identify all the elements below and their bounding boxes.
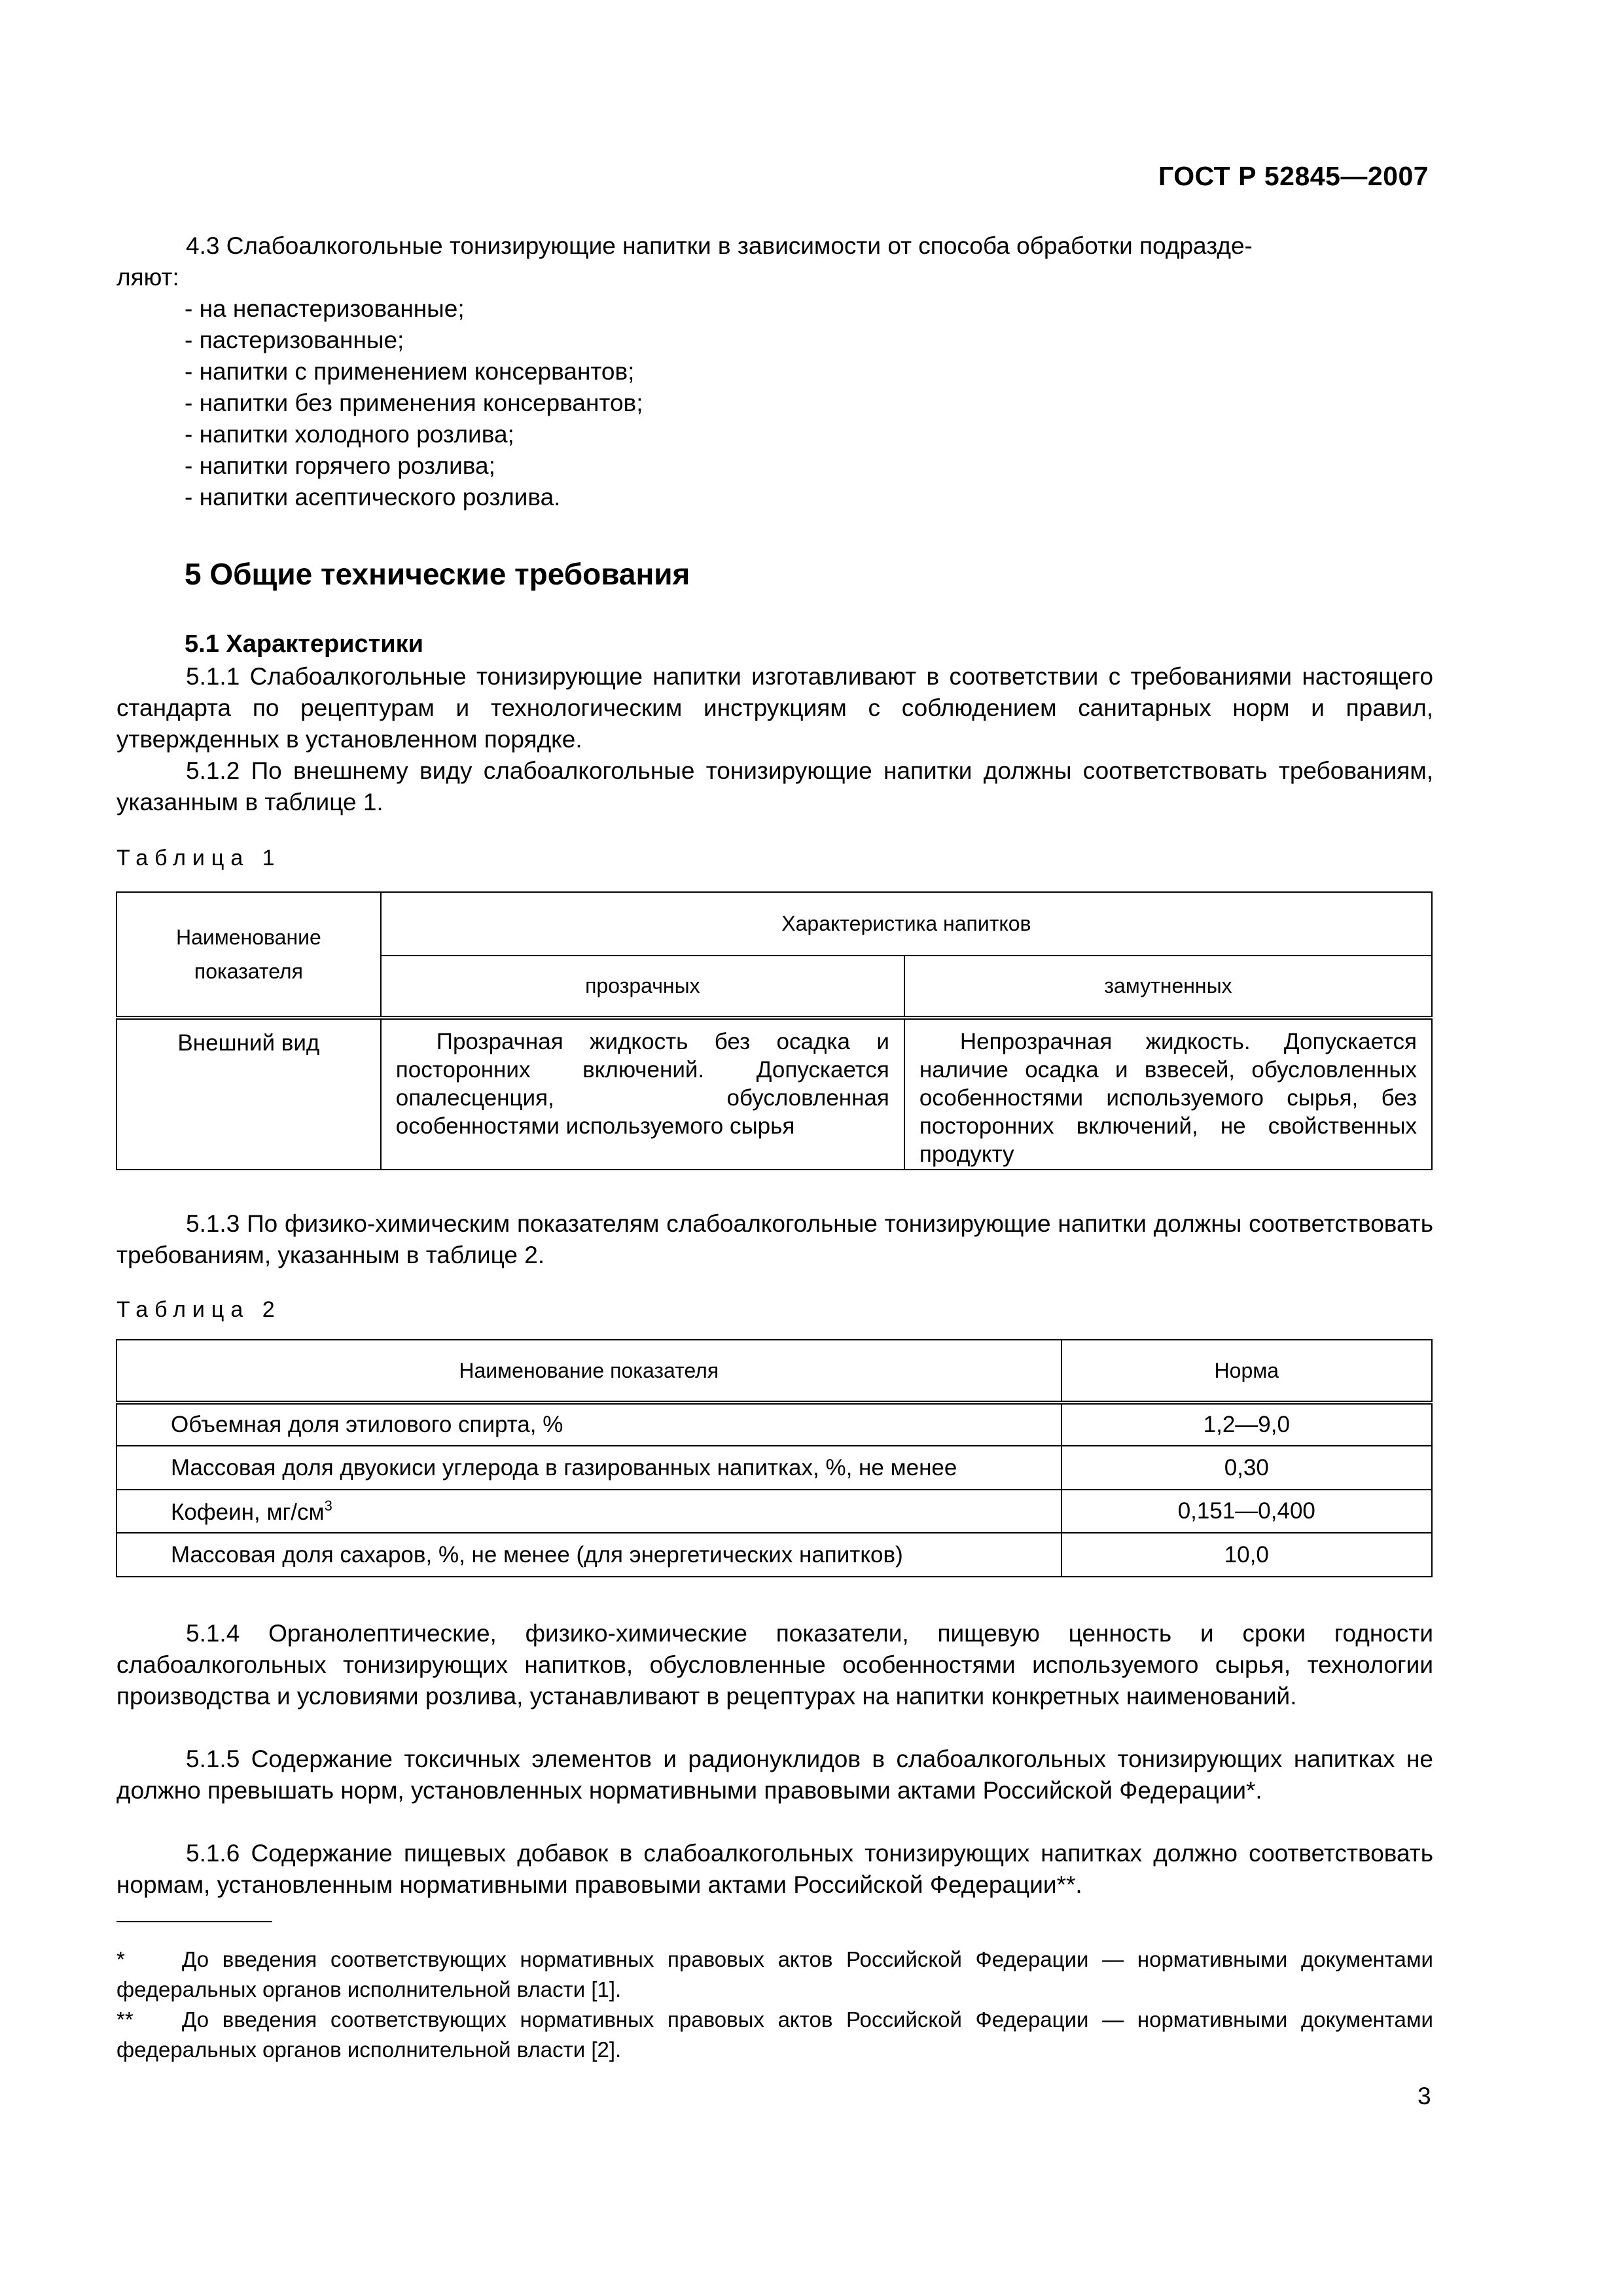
list-item: - напитки горячего розлива; (185, 452, 495, 479)
table-cell-value: 10,0 (1061, 1533, 1432, 1577)
cell-text: Кофеин, мг/см (171, 1499, 325, 1525)
paragraph-text: 5.1.6 Содержание пищевых добавок в слабоалкогольных тонизирующих напитках должно соответствовать нормам, установленным нормативными правовыми актами Российской Федерации**. (116, 1840, 1433, 1898)
table-caption: Таблица 2 (116, 1297, 281, 1322)
paragraph-4-3 (116, 230, 1433, 262)
table-header-name: Наименование показателя (116, 1340, 1061, 1403)
paragraph-text: 5.1.1 Слабоалкогольные тонизирующие напитки изготавливают в соответствии с требованиями настоящего стандарта по рецептурам и технологическим инструкциям с соблюдением санитарных норм и правил, утвержденных в установленном порядке. (116, 663, 1433, 753)
table-cell-name (116, 1490, 1061, 1533)
table-cell-clear (381, 1018, 904, 1170)
list-item: - напитки с применением консервантов; (185, 358, 635, 385)
table-cell-turbid (904, 1018, 1432, 1170)
table-header-group: Характеристика напитков (381, 892, 1432, 956)
footnote-2 (116, 2005, 1433, 2065)
paragraph-text: 5.1.2 По внешнему виду слабоалкогольные тонизирующие напитки должны соответствовать требованиям, указанным в таблице 1. (116, 757, 1433, 816)
subsection-heading: 5.1 Характеристики (185, 630, 424, 658)
superscript: 3 (324, 1497, 332, 1514)
list-item: - на непастеризованные; (185, 295, 465, 322)
list-item: - напитки асептического розлива. (185, 484, 561, 511)
paragraph-4-3-line1: 4.3 Слабоалкогольные тонизирующие напитки в зависимости от способа обработки подразде- (186, 232, 1253, 259)
table-row (116, 1018, 1432, 1170)
document-code: ГОСТ Р 52845—2007 (1158, 161, 1429, 191)
table-row (116, 1403, 1432, 1446)
table-header-name: Наименование показателя (116, 892, 381, 1018)
section-heading: 5 Общие технические требования (185, 557, 690, 591)
paragraph-text: 5.1.5 Содержание токсичных элементов и радионуклидов в слабоалкогольных тонизирующих напитках не должно превышать норм, установленных нормативными правовыми актами Российской Федерации*. (116, 1746, 1433, 1804)
table-cell-name: Массовая доля двуокиси углерода в газированных напитках, %, не менее (116, 1446, 1061, 1490)
footnote-text: До введения соответствующих нормативных правовых актов Российской Федерации — нормативными документами федеральных органов исполнительной власти [2]. (116, 2007, 1433, 2062)
table-header-norm: Норма (1061, 1340, 1432, 1403)
footnote-mark: * (116, 1947, 125, 1971)
table-row (116, 1490, 1432, 1533)
paragraph-text: 5.1.3 По физико-химическим показателям слабоалкогольные тонизирующие напитки должны соответствовать требованиям, указанным в таблице 2. (116, 1210, 1433, 1268)
paragraph-5-1-3 (116, 1208, 1433, 1271)
table-cell-name: Внешний вид (116, 1018, 381, 1170)
table-cell-value: 1,2—9,0 (1061, 1403, 1432, 1446)
paragraph-5-1-4 (116, 1618, 1433, 1712)
cell-text: Прозрачная жидкость без осадка и посторонних включений. Допускается опалесценция, обусловленная особенностями используемого сырья (395, 1029, 889, 1139)
footnote-text: До введения соответствующих нормативных правовых актов Российской Федерации — нормативными документами федеральных органов исполнительной власти [1]. (116, 1947, 1433, 2001)
table-cell-value: 0,30 (1061, 1446, 1432, 1490)
list-item: - напитки без применения консервантов; (185, 389, 643, 416)
list-item: - напитки холодного розлива; (185, 421, 514, 448)
table-row (116, 1446, 1432, 1490)
table-1 (116, 891, 1433, 1170)
table-cell-value: 0,151—0,400 (1061, 1490, 1432, 1533)
paragraph-text: 5.1.4 Органолептические, физико-химические показатели, пищевую ценность и сроки годности слабоалкогольных тонизирующих напитков, обусловленные особенностями используемого сырья, технологии производства и условиями розлива, устанавливают в рецептурах на напитки конкретных наименований. (116, 1620, 1433, 1710)
paragraph-5-1-1 (116, 661, 1433, 755)
table-cell-name: Объемная доля этилового спирта, % (116, 1403, 1061, 1446)
footnote-divider (116, 1921, 272, 1922)
paragraph-4-3-line2: ляют: (116, 264, 179, 291)
paragraph-5-1-6 (116, 1838, 1433, 1901)
paragraph-5-1-2 (116, 755, 1433, 818)
list-item: - пастеризованные; (185, 327, 404, 353)
table-subheader: прозрачных (381, 956, 904, 1018)
cell-text: Непрозрачная жидкость. Допускается наличие осадка и взвесей, обусловленных особенностями используемого сырья, без посторонних включений, не свойственных продукту (919, 1029, 1417, 1167)
table-subheader: замутненных (904, 956, 1432, 1018)
table-cell-name: Массовая доля сахаров, %, не менее (для энергетических напитков) (116, 1533, 1061, 1577)
footnote-1 (116, 1945, 1433, 2005)
table-2 (116, 1339, 1433, 1577)
table-row (116, 1533, 1432, 1577)
paragraph-5-1-5 (116, 1744, 1433, 1806)
table-caption: Таблица 1 (116, 846, 281, 870)
footnote-mark: ** (116, 2007, 134, 2032)
page-number: 3 (1418, 2083, 1431, 2109)
